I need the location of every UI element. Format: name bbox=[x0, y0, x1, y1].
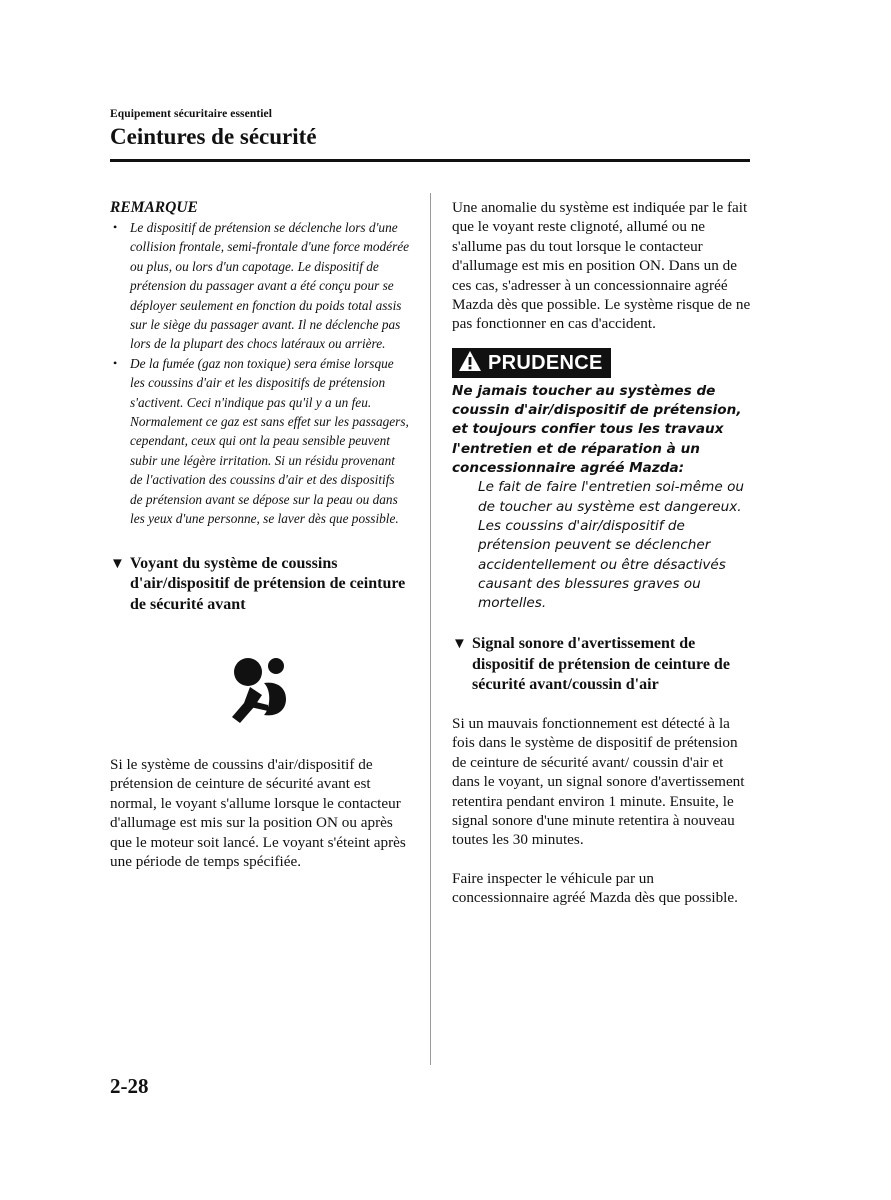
remarque-title: REMARQUE bbox=[110, 199, 198, 216]
bullet-icon: • bbox=[113, 355, 118, 370]
page-title: Ceintures de sécurité bbox=[110, 124, 317, 149]
list-item-text: Le dispositif de prétension se déclenche lors d'une collision frontale, semi-frontale d'une force modérée ou plus, ou lors d'un capotage. Le dispositif de prétension du passager avant a été conçu pour se déployer seulement en fonction du poids total assis sur le siège du passager avant. Il ne déclenche pas lors de la plupart des chocs latéraux ou arrière. bbox=[130, 220, 410, 352]
bullet-icon: • bbox=[113, 220, 118, 234]
caution-box bbox=[452, 348, 752, 614]
signal-paragraph: Si un mauvais fonctionnement est détecté à la fois dans le système de dispositif de prétension de ceinture de sécurité avant/ coussin d'air et dans le voyant, un signal sonore d'avertissement retentira pendant environ 1 minute. Ensuite, le signal sonore d'une minute retentira à nouveau toutes les 30 minutes. bbox=[452, 714, 745, 849]
list-item bbox=[110, 218, 410, 354]
triangle-marker-icon: ▼ bbox=[110, 555, 125, 572]
subheading-voyant bbox=[110, 554, 410, 616]
right-column bbox=[452, 198, 752, 908]
remarque-list bbox=[110, 218, 410, 529]
caution-detail: Le fait de faire l'entretien soi-même ou de toucher au système est dangereux. Les coussins d'air/dispositif de prétension peuvent se déclencher accidentellement ou être désactivés causant des blessures graves ou mortelles. bbox=[478, 479, 745, 612]
list-item-text: De la fumée (gaz non toxique) sera émise lorsque les coussins d'air et les dispositifs de prétension s'activent. Ceci n'indique pas qu'il y a un feu. Normalement ce gaz est sans effet sur les passagers, cependant, ceux qui ont la peau sensible peuvent subir une légère irritation. Si un résidu provenant de l'activation des coussins d'air et des dispositifs de prétension avant se dépose sur la peau ou dans les yeux d'une personne, se laver dès que possible. bbox=[130, 355, 409, 527]
icon-wrapper bbox=[110, 655, 410, 735]
left-column bbox=[110, 198, 410, 871]
anomalie-paragraph: Une anomalie du système est indiquée par le fait que le voyant reste clignoté, allumé ou ne s'allume pas du tout lorsque le contacteur d'allumage est mis en position ON. Dans un de ces cas, s'adresser à un concessionnaire agréé Mazda dès que possible. Le système risque de ne pas fonctionner en cas d'accident. bbox=[452, 199, 751, 333]
page-header bbox=[110, 108, 750, 150]
airbag-warning-icon bbox=[230, 655, 290, 727]
triangle-marker-icon: ▼ bbox=[452, 636, 467, 653]
section-label: Equipement sécuritaire essentiel bbox=[110, 108, 273, 120]
header-rule bbox=[110, 159, 750, 162]
subheading-text: Signal sonore d'avertissement de dispositif de prétension de ceinture de sécurité avant/coussin d'air bbox=[472, 635, 730, 694]
list-item bbox=[110, 354, 410, 529]
column-divider bbox=[430, 193, 431, 1065]
warning-triangle-icon bbox=[458, 350, 482, 372]
subheading-signal bbox=[452, 634, 752, 696]
caution-label-text: PRUDENCE bbox=[488, 351, 603, 374]
inspection-paragraph: Faire inspecter le véhicule par un concessionnaire agréé Mazda dès que possible. bbox=[452, 869, 738, 907]
caution-instruction: Ne jamais toucher au systèmes de coussin d'air/dispositif de prétension, et toujours confier tous les travaux l'entretien et de réparation à un concessionnaire agréé Mazda: bbox=[452, 382, 742, 477]
caution-label bbox=[452, 348, 611, 378]
subheading-text: Voyant du système de coussins d'air/dispositif de prétension de ceinture de sécurité avant bbox=[130, 554, 406, 613]
page-number: 2-28 bbox=[110, 1074, 149, 1098]
voyant-paragraph: Si le système de coussins d'air/dispositif de prétension de ceinture de sécurité avant est normal, le voyant s'allume lorsque le contacteur d'allumage est mis sur la position ON ou après que le moteur soit lancé. Le voyant s'éteint après une période de temps spécifiée. bbox=[110, 756, 406, 871]
